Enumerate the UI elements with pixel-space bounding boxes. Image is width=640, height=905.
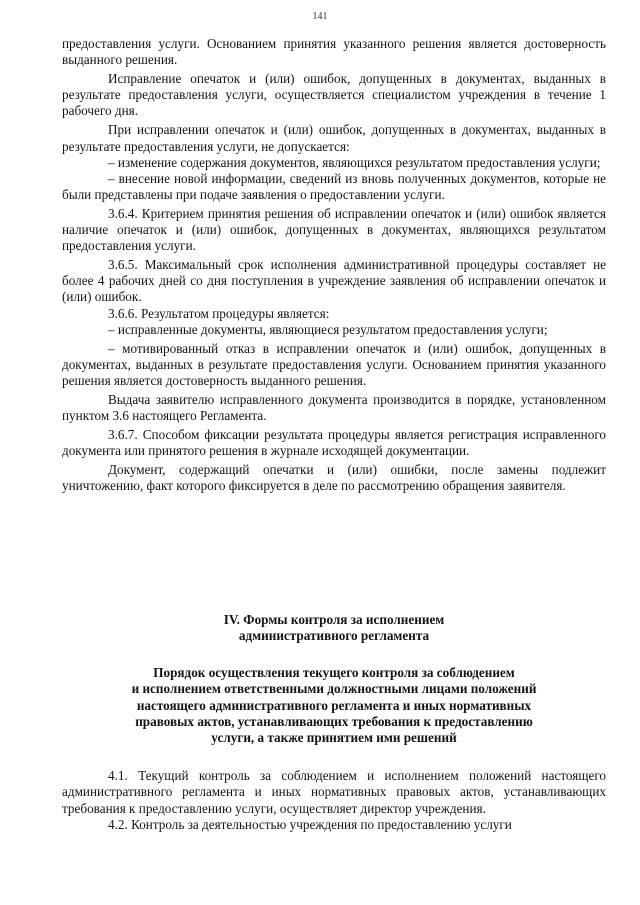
paragraph-1: предоставления услуги. Основанием принятия указанного решения является достоверность выданного решения.: [62, 36, 606, 68]
subsection-heading-line-3: настоящего административного регламента и иных нормативных: [136, 697, 532, 713]
body-text: [62, 36, 606, 495]
list-item-2: – внесение новой информации, сведений из вновь полученных документов, которые не были представлены при подаче заявления о предоставлении услуги.: [62, 170, 606, 202]
list-item-1: – изменение содержания документов, являющихся результатом предоставления услуги;: [108, 154, 601, 170]
paragraph-3-6-7: 3.6.7. Способом фиксации результата процедуры является регистрация исправленного документа или принятого решения в журнале исходящей документации.: [62, 427, 606, 459]
subsection-heading-line-1: Порядок осуществления текущего контроля за соблюдением: [153, 665, 515, 680]
subsection-heading-line-5: услуги, а также принятием ими решений: [211, 730, 457, 746]
subsection-heading: [62, 665, 606, 746]
paragraph-4-1: 4.1. Текущий контроль за соблюдением и исполнением положений настоящего административного регламента и иных нормативных правовых актов, устанавливающих требования к предоставлению услуги, осуществляет директор учреждения.: [62, 768, 606, 816]
section-heading-line-2: административного регламента: [238, 628, 430, 644]
subsection-heading-line-4: правовых актов, устанавливающих требования к предоставлению: [135, 713, 533, 729]
paragraph-4-2: 4.2. Контроль за деятельностью учреждения по предоставлению услуги: [108, 816, 512, 832]
list-item-4: – мотивированный отказ в исправлении опечаток и (или) ошибок, допущенных в документах, выданных в результате предоставления услуги. Основанием принятия указанного решения является достоверность выданного решения.: [62, 340, 606, 388]
paragraph-3-6-6: 3.6.6. Результатом процедуры является:: [108, 305, 330, 321]
paragraph-3: При исправлении опечаток и (или) ошибок, допущенных в документах, выданных в результате предоставления услуги, не допускается:: [62, 122, 606, 154]
paragraph-destruction: Документ, содержащий опечатки и (или) ошибки, после замены подлежит уничтожению, факт которого фиксируется в деле по рассмотрению обращения заявителя.: [62, 462, 606, 494]
section-4-text: [62, 768, 606, 833]
section-heading-line-1: IV. Формы контроля за исполнением: [223, 612, 445, 627]
subsection-heading-line-2: и исполнением ответственными должностными лицами положений: [131, 681, 537, 697]
paragraph-3-6-4: 3.6.4. Критерием принятия решения об исправлении опечаток и (или) ошибок является наличие опечаток и (или) ошибок, допущенных в документах, являющихся результатом предоставления услуги.: [62, 205, 606, 254]
section-heading: [62, 612, 606, 645]
paragraph-2: Исправление опечаток и (или) ошибок, допущенных в документах, выданных в результате предоставления услуги, осуществляется специалистом учреждения в течение 1 рабочего дня.: [62, 71, 606, 119]
paragraph-3-6-5: 3.6.5. Максимальный срок исполнения административной процедуры составляет не более 4 рабочих дней со дня поступления в учреждение заявления об исправлении опечаток и (или) ошибок.: [62, 257, 606, 305]
list-item-3: – исправленные документы, являющиеся результатом предоставления услуги;: [108, 321, 548, 337]
page-number: 141: [312, 11, 328, 22]
paragraph-issuance: Выдача заявителю исправленного документа производится в порядке, установленном пунктом 3.6 настоящего Регламента.: [62, 391, 606, 424]
